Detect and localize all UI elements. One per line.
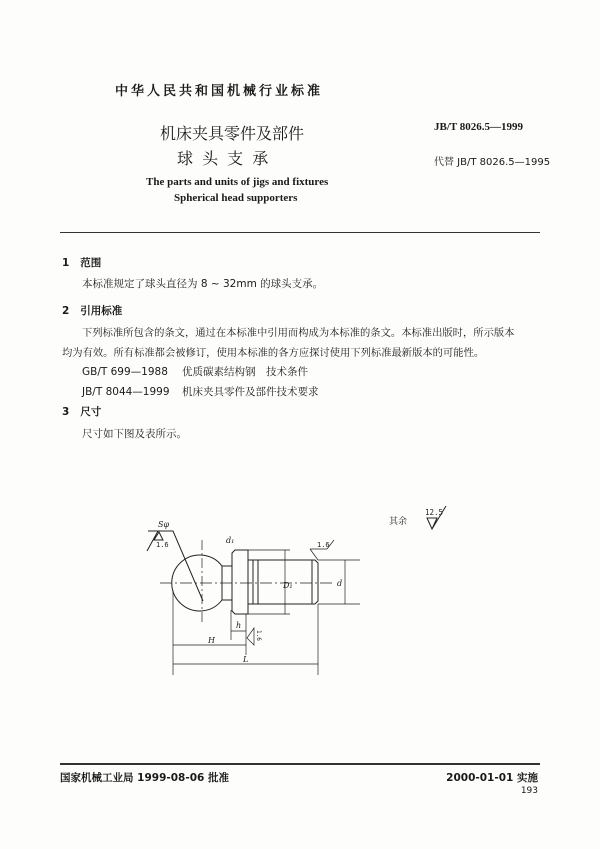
- svg-text:1.6: 1.6: [255, 630, 262, 641]
- title-cn-line1: 机床夹具零件及部件: [160, 124, 305, 143]
- section-heading-2: 2 引用标准: [62, 305, 123, 317]
- collar: [232, 550, 248, 614]
- svg-text:Sφ: Sφ: [158, 520, 170, 529]
- svg-text:L: L: [243, 655, 249, 664]
- svg-text:1.6: 1.6: [317, 541, 330, 549]
- rest-roughness-value: 12.5: [425, 508, 444, 517]
- svg-text:1.6: 1.6: [156, 541, 169, 549]
- section-heading-1: 1 范围: [62, 257, 102, 269]
- footer-rule: [60, 763, 540, 765]
- svg-text:d: d: [337, 579, 343, 588]
- replaces-standard: 代替 JB/T 8026.5—1995: [434, 157, 551, 168]
- svg-text:H: H: [208, 636, 215, 645]
- title-cn-line2: 球 头 支 承: [177, 149, 271, 168]
- issuer-approval: 国家机械工业局 1999-08-06 批准: [60, 772, 229, 784]
- section-2-text-line2: 均为有效。所有标准都会被修订，使用本标准的各方应探讨使用下列标准最新版本的可能性。: [62, 347, 485, 359]
- effective-date: 2000-01-01 实施: [446, 772, 538, 784]
- standard-number: JB/T 8026.5—1999: [434, 121, 524, 133]
- title-en-line1: The parts and units of jigs and fixtures: [146, 176, 329, 188]
- section-2-text-line1: 下列标准所包含的条文，通过在本标准中引用而构成为本标准的条文。本标准出版时，所示版本: [82, 327, 515, 339]
- section-1-text: 本标准规定了球头直径为 8 ~ 32mm 的球头支承。: [82, 278, 324, 290]
- reference-2: JB/T 8044—1999 机床夹具零件及部件技术要求: [82, 386, 319, 398]
- shoulder-roughness-icon: [247, 628, 254, 645]
- section-3-text: 尺寸如下图及表所示。: [82, 428, 187, 440]
- title-en-line2: Spherical head supporters: [174, 192, 298, 204]
- svg-text:h: h: [236, 621, 242, 630]
- rest-label: 其余: [389, 517, 408, 527]
- svg-text:D₁: D₁: [283, 581, 293, 590]
- section-heading-3: 3 尺寸: [62, 406, 102, 418]
- page-number: 193: [520, 786, 538, 796]
- svg-text:d₁: d₁: [226, 536, 235, 545]
- reference-1: GB/T 699—1988 优质碳素结构钢 技术条件: [82, 366, 308, 378]
- ministry-standard-heading: 中华人民共和国机械行业标准: [115, 84, 324, 99]
